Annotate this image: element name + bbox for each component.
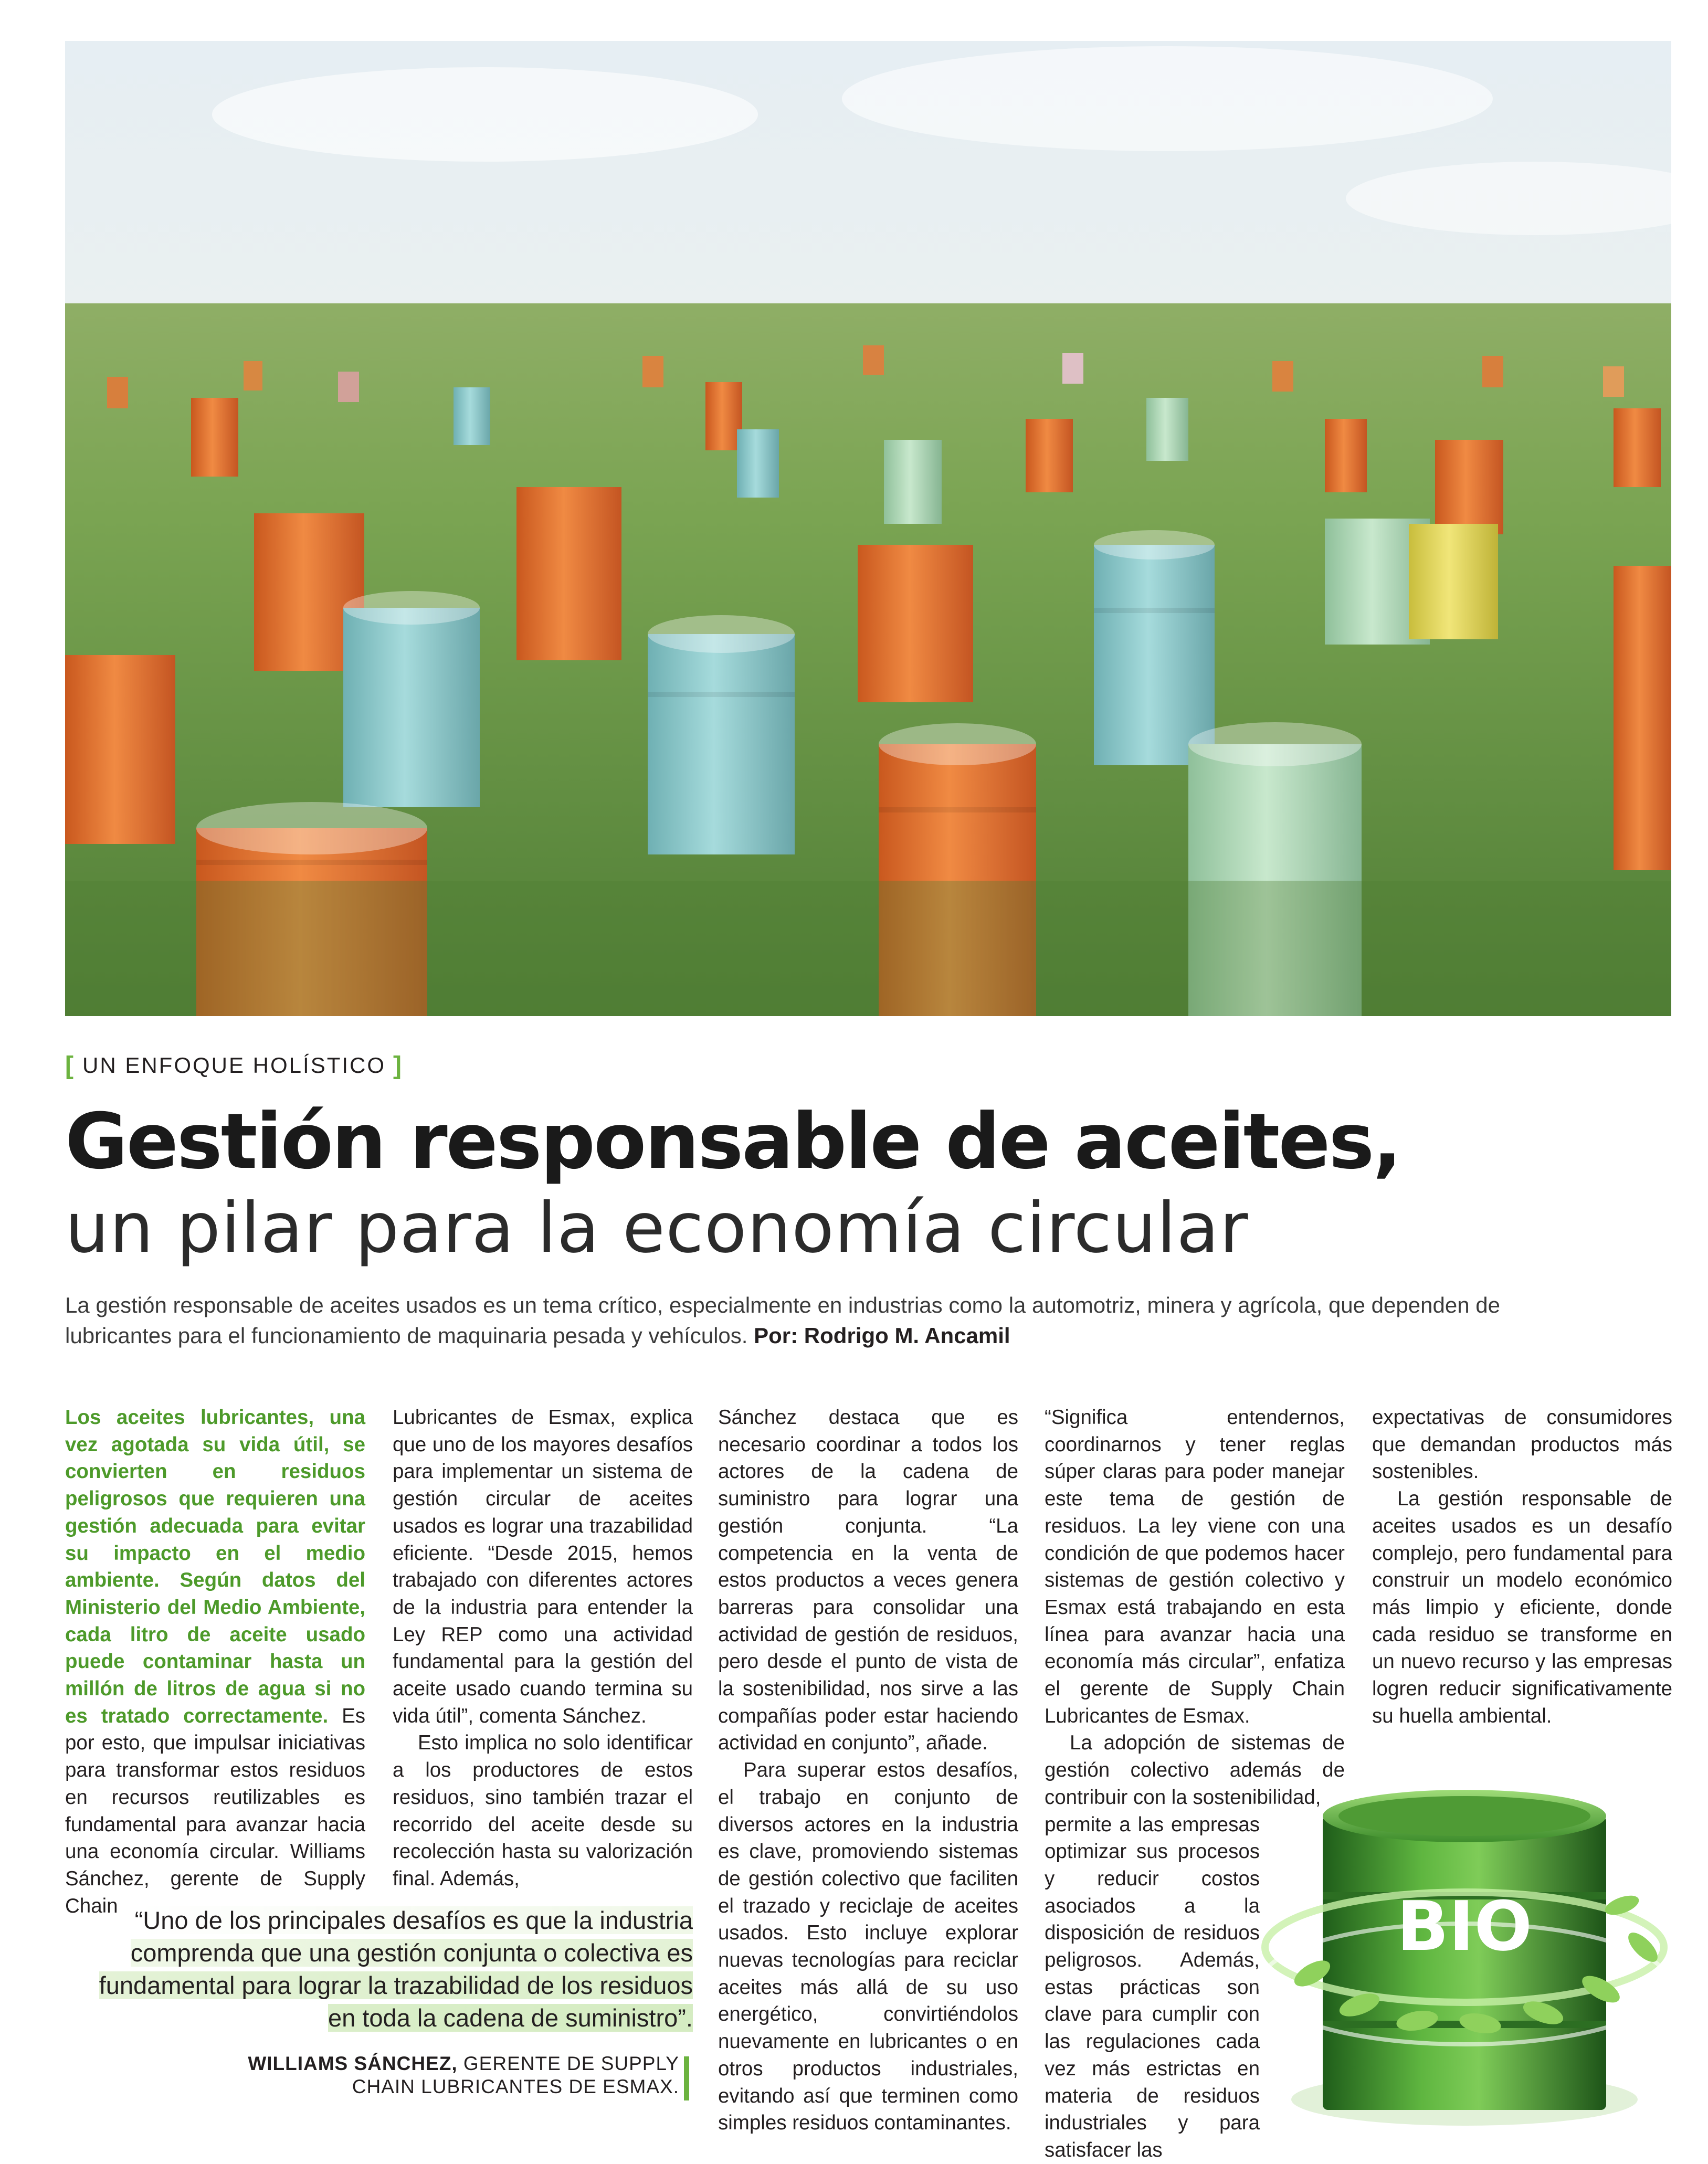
body-column-5 [1372, 1404, 1672, 1729]
body-column-1 [65, 1404, 365, 1919]
pull-quote [65, 1904, 693, 2034]
kicker-label: UN ENFOQUE HOLÍSTICO [82, 1053, 386, 1078]
quote-author-role-2: CHAIN LUBRICANTES DE ESMAX. [352, 2076, 679, 2097]
pull-quote-attribution [65, 2052, 679, 2098]
body-paragraph: Esto implica no solo identificar a los productores de estos residuos, sino también trazar el recorrido del aceite desde su recolección hasta su valorización final. Además, [393, 1732, 693, 1890]
pull-quote-text: “Uno de los principales desafíos es que la industria comprenda que una gestión conjunta o colectiva es fundamental para lograr la trazabilidad de los residuos en toda la cadena de suministro”. [99, 1906, 693, 2032]
attribution-accent-bar [684, 2056, 689, 2100]
headline: Gestión responsable de aceites, [65, 1097, 1400, 1186]
bio-barrel-icon [1254, 1774, 1669, 2141]
body-paragraph: Lubricantes de Esmax, explica que uno de los mayores desafíos para implementar un sistema de gestión circular de aceites usados es lograr una trazabilidad eficiente. “Desde 2015, hemos trabajado con diferentes actores de la industria para entender la Ley REP como una actividad fundamental para la gestión del aceite usado cuando termina su vida útil”, comenta Sánchez. [393, 1406, 693, 1727]
body-paragraph: La gestión responsable de aceites usados es un desafío complejo, pero fundamental para construir un modelo económico más limpio y eficiente, donde cada residuo se transforme en un nuevo recurso y las empresas logren reducir significativamente su huella ambiental. [1372, 1487, 1672, 1727]
section-kicker [65, 1050, 403, 1081]
body-paragraph: expectativas de consumidores que demandan productos más sostenibles. [1372, 1406, 1672, 1483]
kicker-close-bracket: ] [393, 1051, 404, 1080]
body-column-2 [393, 1404, 693, 1893]
lede-text: La gestión responsable de aceites usados es un tema crítico, especialmente en industrias como la automotriz, minera y agrícola, que dependen de lubricantes para el funcionamiento de maquinaria pesada y vehículos. [65, 1293, 1500, 1348]
body-column-3 [718, 1404, 1018, 2137]
lead-paragraph: Los aceites lubricantes, una vez agotada su vida útil, se convierten en residuos peligrosos que requieren una gestión adecuada para evitar su impacto en el medio ambiente. Según datos del Ministerio del Medio Ambiente, cada litro de aceite usado puede contaminar hasta un millón de litros de agua si no es tratado correctamente. [65, 1406, 365, 1727]
lede [65, 1290, 1514, 1351]
body-paragraph: “Significa entendernos, coordinarnos y tener reglas súper claras para poder manejar este tema de gestión de residuos. La ley viene con una condición de que podemos hacer sistemas de gestión colectivo y Esmax está trabajando en esta línea para avanzar hacia una economía más circular”, enfatiza el gerente de Supply Chain Lubricantes de Esmax. [1045, 1406, 1345, 1727]
kicker-open-bracket: [ [65, 1051, 75, 1080]
bio-barrel-illustration [1254, 1774, 1669, 2141]
body-text: Es por esto, que impulsar iniciativas para transformar estos residuos en recursos reutilizables es fundamental para avanzar hacia una economía circular. Williams Sánchez, gerente de Supply Chain [65, 1704, 365, 1917]
bio-label: BIO [1397, 1886, 1532, 1966]
hero-image [65, 41, 1671, 1016]
body-paragraph: Para superar estos desafíos, el trabajo en conjunto de diversos actores en la industria es clave, promoviendo sistemas de gestión colectivo que faciliten el trazado y reciclaje de aceites usados. Esto incluye explorar nuevas tecnologías para reciclar aceites más allá de su uso energético, convirtiéndolos nuevamente en lubricantes o en otros productos industriales, evitando así que terminen como simples residuos contaminantes. [718, 1759, 1018, 2135]
barrel-field-illustration [65, 41, 1671, 1016]
body-paragraph-wrap: permite a las empresas optimizar sus procesos y reducir costos asociados a la disposición de residuos peligrosos. Además, estas prácticas son clave para cumplir con las regulaciones cada vez más estrictas en materia de residuos industriales y para satisfacer las [1045, 1813, 1260, 2161]
quote-author-role-1: GERENTE DE SUPPLY [463, 2053, 679, 2074]
body-paragraph [65, 1404, 365, 1919]
byline: Por: Rodrigo M. Ancamil [754, 1323, 1010, 1348]
quote-author-name: WILLIAMS SÁNCHEZ, [248, 2053, 458, 2074]
body-paragraph: La adopción de sistemas de gestión colectivo además de contribuir con la sostenibilidad, [1045, 1732, 1345, 1809]
subheadline: un pilar para la economía circular [65, 1188, 1249, 1269]
body-paragraph: Sánchez destaca que es necesario coordinar a todos los actores de la cadena de suministro para lograr una gestión conjunta. “La competencia en la venta de estos productos a veces genera barreras para consolidar una actividad de gestión de residuos, pero desde el punto de vista de la sostenibilidad, nos sirve a las compañías poder estar haciendo actividad en conjunto”, añade. [718, 1406, 1018, 1755]
